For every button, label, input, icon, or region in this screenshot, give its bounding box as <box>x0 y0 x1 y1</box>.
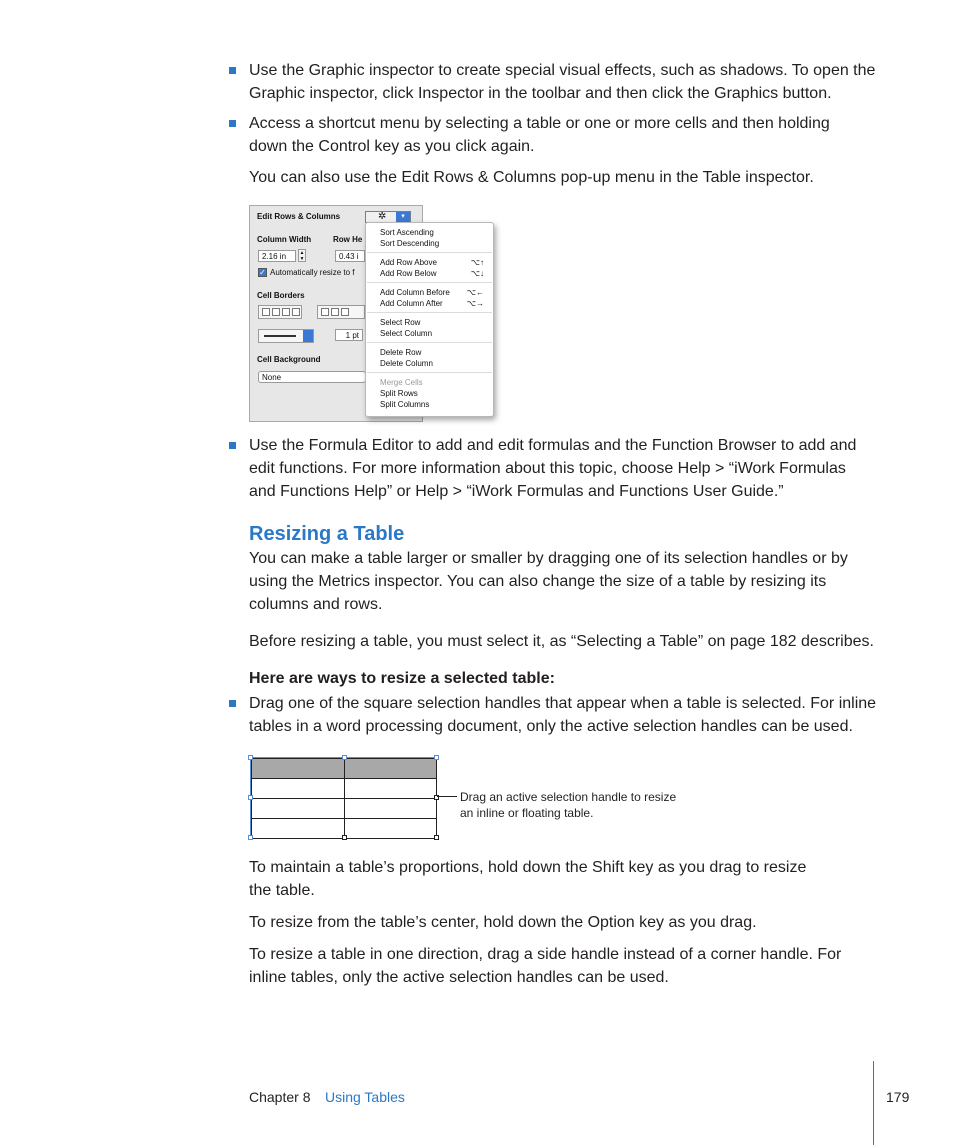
gear-icon: ✲ <box>378 211 387 222</box>
menu-item-label: Merge Cells <box>380 378 423 387</box>
menu-item-label: Add Row Below <box>380 269 437 278</box>
line-style-icon <box>264 335 296 337</box>
active-selection-handle-bottom-right[interactable] <box>434 835 439 840</box>
footer-rule <box>873 1061 874 1145</box>
selection-handle-top-middle[interactable] <box>342 755 347 760</box>
column-width-stepper[interactable]: ▲ ▼ <box>299 250 305 262</box>
border-segment-control-2[interactable] <box>317 305 365 319</box>
diagram-callout: Drag an active selection handle to resize an inline or floating table. <box>460 790 677 820</box>
row-height-field[interactable]: 0.43 i <box>335 250 365 262</box>
table-cell <box>344 819 437 839</box>
menu-item[interactable] <box>380 287 490 298</box>
menu-separator <box>367 372 492 373</box>
table-cell <box>252 819 345 839</box>
menu-item-shortcut: ⌥↓ <box>470 269 484 278</box>
menu-item-shortcut: ⌥→ <box>466 299 484 308</box>
menu-item-label: Select Column <box>380 329 433 338</box>
resize-diagram-table <box>251 758 437 839</box>
menu-item[interactable] <box>380 227 490 238</box>
bullet-marker <box>229 700 236 707</box>
menu-item-label: Sort Descending <box>380 239 440 248</box>
table-cell <box>252 779 345 799</box>
menu-item-label: Split Columns <box>380 400 430 409</box>
column-width-field[interactable]: 2.16 in <box>258 250 296 262</box>
menu-item[interactable] <box>380 238 490 249</box>
ways-subheading: Here are ways to resize a selected table: <box>249 670 555 687</box>
bullet-graphic-inspector: Use the Graphic inspector to create special visual effects, such as shadows. To open the Graphic inspector, click Inspector in the toolbar and then click the Graphics button. <box>249 62 876 102</box>
menu-item-label: Select Row <box>380 318 421 327</box>
menu-item[interactable] <box>380 317 490 328</box>
menu-separator <box>367 252 492 253</box>
table-cell <box>344 799 437 819</box>
bullet-formula-editor: Use the Formula Editor to add and edit formulas and the Function Browser to add and edit functions. For more information about this topic, choose Help > “iWork Formulas and Functions Help” or Help > “iWork Formulas and Functions User Guide.” <box>249 437 857 500</box>
border-bottom-icon <box>341 308 349 316</box>
menu-item[interactable] <box>380 347 490 358</box>
menu-item-label: Delete Row <box>380 348 422 357</box>
auto-resize-checkbox[interactable]: ✓ <box>259 268 266 277</box>
edit-rows-columns-menu <box>365 222 494 417</box>
menu-item[interactable] <box>380 257 490 268</box>
table-cell <box>344 759 437 779</box>
active-selection-handle-bottom[interactable] <box>342 835 347 840</box>
border-right-icon <box>282 308 290 316</box>
selection-handle-bottom-left[interactable] <box>248 835 253 840</box>
callout-leader-line <box>437 796 457 797</box>
menu-item <box>380 377 490 388</box>
auto-resize-label: Automatically resize to f <box>270 268 355 277</box>
cell-background-label: Cell Background <box>257 355 321 364</box>
chevron-down-icon <box>303 330 313 342</box>
menu-item-label: Split Rows <box>380 389 418 398</box>
menu-separator <box>367 342 492 343</box>
edit-rows-note: You can also use the Edit Rows & Columns pop-up menu in the Table inspector. <box>249 169 814 186</box>
edit-rows-label: Edit Rows & Columns <box>257 212 341 221</box>
selection-handle-middle-left[interactable] <box>248 795 253 800</box>
footer-chapter: Chapter 8 <box>249 1089 311 1105</box>
chevron-down-icon: ▾ <box>396 212 410 222</box>
shift-key-para: To maintain a table’s proportions, hold down the Shift key as you drag to resize the table. <box>249 859 807 899</box>
menu-item[interactable] <box>380 328 490 339</box>
selection-handle-top-right[interactable] <box>434 755 439 760</box>
menu-separator <box>367 282 492 283</box>
option-key-para: To resize from the table’s center, hold down the Option key as you drag. <box>249 914 757 931</box>
bullet-shortcut-menu: Access a shortcut menu by selecting a table or one or more cells and then holding down the Control key as you click again. <box>249 115 830 155</box>
border-top-icon <box>321 308 329 316</box>
border-outer-icon <box>292 308 300 316</box>
bullet-marker <box>229 67 236 74</box>
menu-item-shortcut: ⌥← <box>466 288 484 297</box>
menu-item-shortcut: ⌥↑ <box>470 258 484 267</box>
menu-item-label: Add Row Above <box>380 258 437 267</box>
row-height-label: Row He <box>333 235 363 244</box>
page-number: 179 <box>886 1089 910 1105</box>
cell-background-popup[interactable]: None <box>258 371 366 383</box>
section-heading: Resizing a Table <box>249 523 405 545</box>
border-width-field[interactable]: 1 pt <box>335 329 363 341</box>
one-direction-para: To resize a table in one direction, drag a side handle instead of a corner handle. For inline tables, only the active selection handles can be used. <box>249 946 842 986</box>
menu-item[interactable] <box>380 388 490 399</box>
menu-item-label: Add Column Before <box>380 288 450 297</box>
before-resize-para: Before resizing a table, you must select it, as “Selecting a Table” on page 182 describes. <box>249 633 874 650</box>
menu-item-label: Add Column After <box>380 299 443 308</box>
menu-item[interactable] <box>380 399 490 410</box>
footer-chapter-title-link[interactable]: Using Tables <box>325 1089 405 1105</box>
border-inner-icon <box>272 308 280 316</box>
table-cell <box>252 759 345 779</box>
border-segment-control[interactable] <box>258 305 302 319</box>
table-cell <box>344 779 437 799</box>
column-width-label: Column Width <box>257 235 312 244</box>
menu-separator <box>367 312 492 313</box>
border-style-popup[interactable] <box>258 329 314 343</box>
menu-item[interactable] <box>380 268 490 279</box>
menu-item[interactable] <box>380 298 490 309</box>
bullet-marker <box>229 442 236 449</box>
menu-item-label: Sort Ascending <box>380 228 434 237</box>
bullet-marker <box>229 120 236 127</box>
cell-borders-label: Cell Borders <box>257 291 305 300</box>
bullet-drag-handles: Drag one of the square selection handles that appear when a table is selected. For inline tables in a word processing document, only the active selection handles can be used. <box>249 695 877 735</box>
selection-handle-top-left[interactable] <box>248 755 253 760</box>
table-cell <box>252 799 345 819</box>
border-left-icon <box>262 308 270 316</box>
border-middle-icon <box>331 308 339 316</box>
menu-item[interactable] <box>380 358 490 369</box>
section-intro: You can make a table larger or smaller by dragging one of its selection handles or by using the Metrics inspector. You can also change the size of a table by resizing its columns and rows. <box>249 550 848 613</box>
menu-item-label: Delete Column <box>380 359 433 368</box>
